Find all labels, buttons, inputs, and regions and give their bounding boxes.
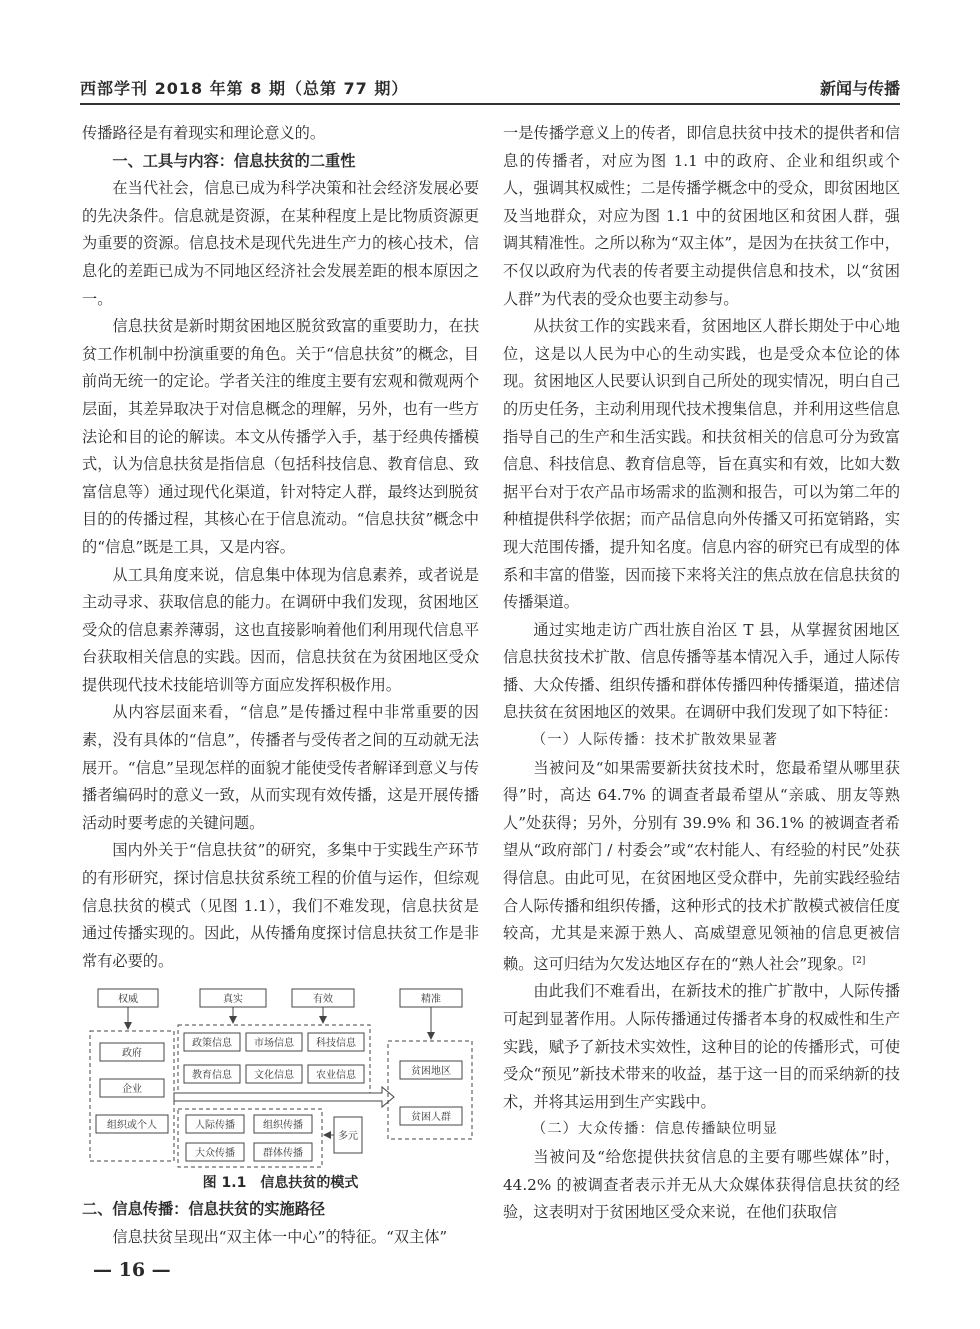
figure-caption: 图 1.1 信息扶贫的模式 [202,1175,359,1192]
paragraph: 当被问及“如果需要新扶贫技术时，您最希望从哪里获得”时，高达 64.7% 的调查者最希望从“亲戚、朋友等熟人”处获得；另外，分别有 39.9% 和 36.1% 的被调查者希望从“政府部门 / 村委会”或“农村能人、有经验的村民”处获得信息。由此可见，在贫困地区受众群中，先前实践经验结合人际传播和组织传播，这种形式的技术扩散模式被信任度较高，尤其是来源于熟人、高威望意见领袖的信息更被信赖。这可归结为欠发达地区存在的“熟人社会”现象。[2] [503,758,900,973]
journal-title: 西部学刊 2018 年第 8 期（总第 77 期） [80,79,409,98]
paragraph: 通过实地走访广西壮族自治区 T 县，从掌握贫困地区信息扶贫技术扩散、信息传播等基本情况入手，通过人际传播、大众传播、组织传播和群体传播四种传播渠道，描述信息扶贫在贫困地区的效果。在调研中我们发现了如下特征： [503,620,900,722]
section-heading-1: 一、工具与内容：信息扶贫的二重性 [112,151,356,170]
svg-text:组织传播: 组织传播 [263,1120,303,1132]
svg-text:农业信息: 农业信息 [316,1070,356,1082]
paragraph: 由此我们不难看出，在新技术的推广扩散中，人际传播可起到显著作用。人际传播通过传播者本身的权威性和生产实践，赋予了新技术实效性，这种目的论的传播形式，可使受众“预见”新技术带来的收益，基于这一目的而采纳新的技术，并将其运用到生产实践中。 [503,982,900,1111]
paragraph: 一是传播学意义上的传者，即信息扶贫中技术的提供者和信息的传播者，对应为图 1.1 中的政府、企业和组织或个人，强调其权威性；二是传播学概念中的受众，即贫困地区及当地群众，对应为图 1.1 中的贫困地区和贫困人群，强调其精准性。之所以称为“双主体”，是因为在扶贫工作中，不仅以政府为代表的传者要主动提供信息和技术，以“贫困人群”为代表的受众也要主动参与。 [503,124,900,308]
flow-arrow [174,1087,394,1107]
page-number: — 16 — [93,1259,171,1281]
header-rule [80,103,900,105]
top-box-truth [200,989,266,1007]
paragraph: 信息扶贫呈现出“双主体一中心”的特征。“双主体” [112,1228,448,1246]
svg-text:政府: 政府 [122,1048,142,1060]
paragraph: 在当代社会，信息已成为科学决策和社会经济发展必要的先决条件。信息就是资源，在某种程度上是比物质资源更为重要的资源。信息技术是现代先进生产力的核心技术，信息化的差距已成为不同地区经济社会发展差距的根本原因之一。 [82,179,479,308]
diagram-svg [82,981,479,1174]
left-column [82,120,479,1252]
paragraph: 国内外关于“信息扶贫”的研究，多集中于实践生产环节的有形研究，探讨信息扶贫系统工程的价值与运作，但综观信息扶贫的模式（见图 1.1），我们不难发现，信息扶贫是通过传播实现的。因此，从传播角度探讨信息扶贫工作是非常有必要的。 [82,841,479,970]
svg-text:有效: 有效 [313,994,333,1006]
svg-text:贫困地区: 贫困地区 [411,1066,451,1078]
svg-text:市场信息: 市场信息 [254,1038,294,1050]
subsection-heading-2: （二）大众传播：信息传播缺位明显 [531,1121,779,1138]
svg-text:企业: 企业 [122,1084,142,1096]
figure-diagram [82,981,479,1174]
svg-text:大众传播: 大众传播 [195,1148,235,1160]
svg-text:政策信息: 政策信息 [192,1038,232,1050]
svg-text:群体传播: 群体传播 [263,1148,303,1160]
svg-text:组织或个人: 组织或个人 [107,1120,157,1132]
top-box-effective [292,989,354,1007]
subsection-heading-1: （一）人际传播：技术扩散效果显著 [531,732,779,749]
paragraph: 传播路径是有着现实和理论意义的。 [82,124,325,142]
paragraph: 从工具角度来说，信息集中体现为信息素养，或者说是主动寻求、获取信息的能力。在调研中我们发现，贫困地区受众的信息素养薄弱，这也直接影响着他们利用现代信息平台获取相关信息的实践。因而，信息扶贫在为贫困地区受众提供现代技术技能培训等方面应发挥积极作用。 [82,565,479,694]
paragraph: 从内容层面来看，“信息”是传播过程中非常重要的因素，没有具体的“信息”，传播者与受传者之间的互动就无法展开。“信息”呈现怎样的面貌才能使受传者解译到意义与传播者编码时的意义一致，从而实现有效传播，这是开展传播活动时要考虑的关键问题。 [82,703,479,832]
right-column [503,120,900,1227]
section-title: 新闻与传播 [819,79,900,98]
top-box-authority [98,989,158,1007]
svg-text:科技信息: 科技信息 [316,1038,356,1050]
svg-text:精准: 精准 [421,994,441,1006]
paragraph: 信息扶贫是新时期贫困地区脱贫致富的重要助力，在扶贫工作机制中扮演重要的角色。关于“信息扶贫”的概念，目前尚无统一的定论。学者关注的维度主要有宏观和微观两个层面，其差异取决于对信息概念的理解，另外，也有一些方法论和目的论的解读。本文从传播学入手，基于经典传播模式，认为信息扶贫是指信息（包括科技信息、教育信息、致富信息等）通过现代化渠道，针对特定人群，最终达到脱贫目的的传播过程，其核心在于信息流动。“信息扶贫”概念中的“信息”既是工具，又是内容。 [82,317,479,556]
svg-text:多元: 多元 [338,1131,358,1143]
svg-text:教育信息: 教育信息 [192,1070,232,1082]
section-heading-2: 二、信息传播：信息扶贫的实施路径 [82,1200,325,1219]
svg-text:贫困人群: 贫困人群 [411,1112,451,1124]
paragraph: 当被问及“给您提供扶贫信息的主要有哪些媒体”时，44.2% 的被调查者表示并无从大众媒体获得信息扶贫的经验，这表明对于贫困地区受众来说，在他们获取信 [503,1148,900,1222]
svg-text:文化信息: 文化信息 [254,1070,294,1082]
citation-ref[interactable]: [2] [852,955,866,966]
svg-text:真实: 真实 [223,994,243,1006]
label: 权威 [118,994,138,1006]
paragraph: 从扶贫工作的实践来看，贫困地区人群长期处于中心地位，这是以人民为中心的生动实践，也是受众本位论的体现。贫困地区人民要认识到自己所处的现实情况，明白自己的历史任务，主动利用现代技术搜集信息，并利用这些信息指导自己的生产和生活实践。和扶贫相关的信息可分为致富信息、科技信息、教育信息等，旨在真实和有效，比如大数据平台对于农产品市场需求的监测和报告，可以为第二年的种植提供科学依据；而产品信息向外传播又可拓宽销路，实现大范围传播，提升知名度。信息内容的研究已有成型的体系和丰富的借鉴，因而接下来将关注的焦点放在信息扶贫的传播渠道。 [503,317,900,612]
top-box-precise [400,989,462,1007]
svg-text:人际传播: 人际传播 [195,1120,235,1132]
page-header [80,74,900,100]
